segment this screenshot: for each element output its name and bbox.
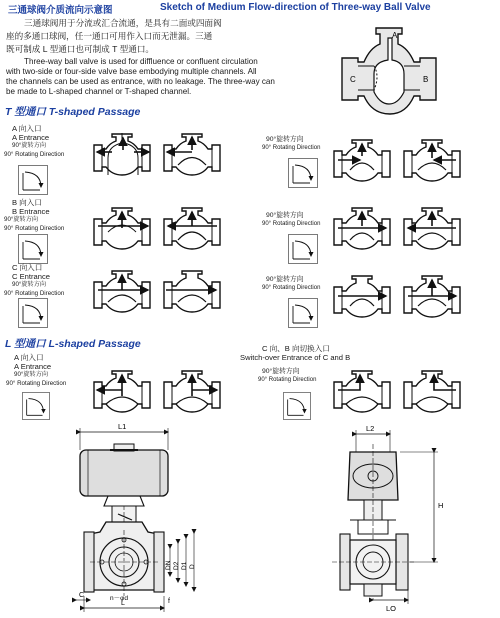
intro-cn-line: 三通球阀用于分流或汇合流通，是具有二面或四面阀 (24, 18, 222, 28)
sketch-label-c: C (350, 75, 356, 84)
rotation-en: 90° Rotating Direction (4, 150, 65, 158)
t-rot3-left (334, 276, 390, 317)
t-c-left (94, 271, 150, 312)
dim-l2: L2 (366, 424, 375, 433)
intro-en-line: be made to L-shaped channel or T-shaped channel. (6, 87, 192, 96)
entrance-cn: B 向入口 (12, 198, 42, 207)
intro-cn-line: 既可制成 L 型通口也可制成 T 型通口。 (6, 44, 155, 54)
valve-front-view (76, 428, 194, 612)
t-rot1-right (404, 140, 460, 181)
dim-c: C (79, 592, 85, 599)
rotation-icon (289, 235, 318, 264)
dim-h: H (438, 501, 444, 510)
rotation-cn: 90°旋转方向 (4, 216, 39, 224)
l-cb-rot-label (258, 368, 317, 384)
l-cb-left (334, 371, 390, 412)
t-rot2-right (404, 208, 460, 249)
rotation-cn: 90°旋转方向 (12, 281, 47, 289)
t-a-right (164, 134, 220, 175)
dim-dn: DN (165, 560, 172, 570)
t-b-label (4, 198, 65, 233)
t-b-left (94, 208, 150, 249)
entrance-en: B Entrance (12, 206, 50, 216)
rotation-en: 90° Rotating Direction (262, 285, 321, 291)
title-cn: 三通球阀介质流向示意图 (8, 5, 113, 16)
dim-l: L (121, 600, 125, 607)
rotation-en: 90° Rotating Direction (6, 379, 67, 387)
rotation-icon (22, 392, 49, 419)
t-rot1-label (262, 136, 321, 152)
l-section-title: L 型通口 L-shaped Passage (5, 338, 141, 350)
entrance-cn: C 向、B 向切换入口 (262, 344, 330, 353)
l-cb-right (404, 371, 460, 412)
rotation-icon (289, 159, 318, 188)
l-a-label (6, 353, 67, 388)
dim-d: D (189, 564, 196, 569)
rotation-en: 90° Rotating Direction (262, 145, 321, 151)
t-a-label (4, 124, 65, 159)
rotation-icon (283, 392, 310, 419)
intro-en-line: with two-side or four-side valve base embodying multiple channels. All (6, 67, 257, 76)
rotation-en: 90° Rotating Direction (4, 289, 65, 297)
dim-n-d: n－φd (110, 595, 128, 602)
sketch-label-a: A (392, 31, 398, 40)
t-a-left (94, 133, 150, 175)
intro-cn-line: 座的多通口球阀，任一通口可用作入口而无泄漏。三通 (6, 31, 213, 41)
dim-l1: L1 (118, 422, 127, 431)
rotation-en: 90° Rotating Direction (258, 377, 317, 383)
t-b-right (164, 208, 220, 249)
valve-side-view (332, 430, 438, 604)
t-section-title: T 型通口 T-shaped Passage (5, 106, 141, 118)
t-rot2-left (334, 208, 390, 249)
rotation-icon (19, 235, 48, 264)
rotation-en: 90° Rotating Direction (4, 224, 65, 232)
valve-sketch-abc (342, 28, 436, 114)
rotation-cn: 90°旋转方向 (14, 371, 49, 379)
rotation-cn: 90°旋转方向 (266, 136, 304, 143)
rotation-cn: 90°旋转方向 (266, 276, 304, 283)
entrance-cn: A 向入口 (12, 124, 42, 133)
entrance-cn: C 向入口 (12, 263, 43, 272)
rotation-icon (19, 166, 48, 195)
t-rot3-label (262, 276, 321, 292)
l-a-right (164, 371, 220, 412)
intro-en-line: Three-way ball valve is used for diffluence or confluent circulation (24, 57, 258, 66)
t-rot2-label (262, 212, 321, 228)
rotation-cn: 90°旋转方向 (266, 212, 304, 219)
l-a-left (94, 371, 150, 412)
l-cb-label (240, 345, 350, 362)
entrance-cn: A 向入口 (14, 353, 44, 362)
t-rot1-left (334, 140, 390, 181)
rotation-icon (19, 299, 48, 328)
t-rot3-right (404, 276, 460, 317)
dim-d1: D1 (181, 561, 188, 570)
t-c-label (4, 263, 65, 298)
entrance-en: Switch-over Entrance of C and B (240, 352, 351, 362)
intro-en-line: the channels can be used as entrance, with no leakage. The three-way can (6, 77, 275, 86)
sketch-label-b: B (423, 75, 429, 84)
t-c-right (164, 271, 220, 312)
entrance-en: A Entrance (14, 361, 52, 371)
entrance-en: C Entrance (12, 271, 50, 281)
rotation-icon (289, 299, 318, 328)
dim-lo: LO (386, 604, 397, 613)
entrance-en: A Entrance (12, 132, 50, 142)
rotation-cn: 90°旋转方向 (12, 142, 47, 150)
rotation-en: 90° Rotating Direction (262, 221, 321, 227)
dim-f: f (168, 598, 170, 605)
dim-d2: D2 (173, 561, 180, 570)
rotation-cn: 90°旋转方向 (262, 368, 300, 375)
title-en: Sketch of Medium Flow-direction of Three-way Ball Valve (160, 2, 431, 13)
